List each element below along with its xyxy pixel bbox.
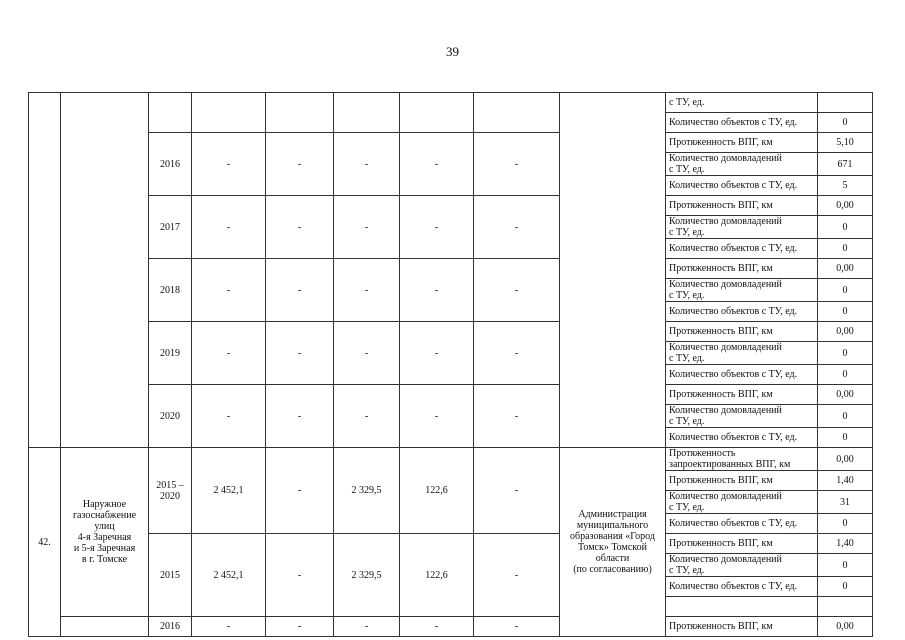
indicator-value: 0 [818,365,873,385]
table-row: 2016 - - - - - Протяженность ВПГ, км 5,10 [29,133,873,153]
indicator-value: 1,40 [818,471,873,491]
table-row: 2017 - - - - - Протяженность ВПГ, км 0,00 [29,196,873,216]
indicator-name: Количество объектов с ТУ, ед. [666,302,818,322]
indicator-name [666,597,818,617]
prev-executor-cell [560,93,666,448]
indicator-value: 0 [818,279,873,302]
indicator-name: Количество объектов с ТУ, ед. [666,113,818,133]
indicator-name: Протяженность ВПГ, км [666,196,818,216]
prev-number-cell [29,93,61,448]
indicator-value: 0,00 [818,617,873,637]
indicator-name: Количество объектов с ТУ, ед. [666,514,818,534]
indicator-name: Количество объектов с ТУ, ед. [666,365,818,385]
year-cell: 2018 [149,259,192,322]
indicator-name: Протяженность ВПГ, км [666,617,818,637]
year-cell: 2015 [149,534,192,617]
indicator-name: Количество домовладений с ТУ, ед. [666,405,818,428]
indicator-name: Протяженность ВПГ, км [666,133,818,153]
page-number: 39 [446,44,459,59]
indicator-name: Количество объектов с ТУ, ед. [666,577,818,597]
indicator-value: 5 [818,176,873,196]
indicator-value: 0,00 [818,196,873,216]
indicator-name: Протяженность ВПГ, км [666,322,818,342]
table-row: 2019 - - - - - Протяженность ВПГ, км 0,00 [29,322,873,342]
indicator-value: 0,00 [818,322,873,342]
prev-year-cell [149,93,192,133]
indicator-value: 0 [818,113,873,133]
year-cell: 2016 [149,133,192,196]
table-row: 2015 2 452,1 - 2 329,5 122,6 - Протяженность ВПГ, км 1,40 [29,534,873,554]
indicator-value [818,93,873,113]
executor-cell: Администрация муниципального образования «Город Томск» Томской области (по согласованию) [560,448,666,637]
indicator-value: 0 [818,577,873,597]
indicator-name: Количество домовладений с ТУ, ед. [666,216,818,239]
indicator-value: 0 [818,554,873,577]
indicator-name: Количество домовладений с ТУ, ед. [666,153,818,176]
table-row: 2020 - - - - - Протяженность ВПГ, км 0,00 [29,385,873,405]
indicator-value: 0 [818,428,873,448]
indicator-name: Количество домовладений с ТУ, ед. [666,491,818,514]
table-row: 42. Наружное газоснабжение улиц 4-я Заречная и 5-я Заречная в г. Томске 2015 – 2020 2 452,1 - 2 329,5 122,6 - Администрация муниципального образования «Город Томск» Томской области (по согласованию) Протяженность запроектированных ВПГ, км 0,00 [29,448,873,471]
indicator-name: Протяженность ВПГ, км [666,534,818,554]
table-row: 2016 - - - - - Протяженность ВПГ, км 0,00 [29,617,873,637]
year-cell: 2016 [149,617,192,637]
table-row [29,93,873,113]
program-table [28,92,873,637]
prev-name-cell [61,93,149,448]
item-number: 42. [29,448,61,637]
indicator-name: Количество домовладений с ТУ, ед. [666,554,818,577]
table-row: 2018 - - - - - Протяженность ВПГ, км 0,00 [29,259,873,279]
indicator-value: 0 [818,342,873,365]
indicator-value: 0,00 [818,259,873,279]
item-name: Наружное газоснабжение улиц 4-я Заречная и 5-я Заречная в г. Томске [61,448,149,617]
year-cell: 2017 [149,196,192,259]
indicator-value: 0 [818,514,873,534]
indicator-name: Протяженность ВПГ, км [666,259,818,279]
year-cell: 2019 [149,322,192,385]
indicator-name: Количество объектов с ТУ, ед. [666,428,818,448]
indicator-value: 0,00 [818,385,873,405]
indicator-name: Протяженность ВПГ, км [666,471,818,491]
indicator-value: 0 [818,239,873,259]
indicator-name: Количество объектов с ТУ, ед. [666,239,818,259]
indicator-name: Количество объектов с ТУ, ед. [666,176,818,196]
indicator-name: с ТУ, ед. [666,93,818,113]
indicator-value: 0,00 [818,448,873,471]
year-cell: 2020 [149,385,192,448]
indicator-value: 31 [818,491,873,514]
indicator-value: 0 [818,302,873,322]
indicator-value: 0 [818,405,873,428]
indicator-name: Количество домовладений с ТУ, ед. [666,342,818,365]
amount-total: 2 452,1 [192,534,266,617]
indicator-value: 1,40 [818,534,873,554]
indicator-name: Протяженность запроектированных ВПГ, км [666,448,818,471]
indicator-value: 0 [818,216,873,239]
indicator-name: Количество домовладений с ТУ, ед. [666,279,818,302]
indicator-value: 671 [818,153,873,176]
year-cell: 2015 – 2020 [149,448,192,534]
amount-total: 2 452,1 [192,448,266,534]
indicator-value: 5,10 [818,133,873,153]
indicator-name: Протяженность ВПГ, км [666,385,818,405]
